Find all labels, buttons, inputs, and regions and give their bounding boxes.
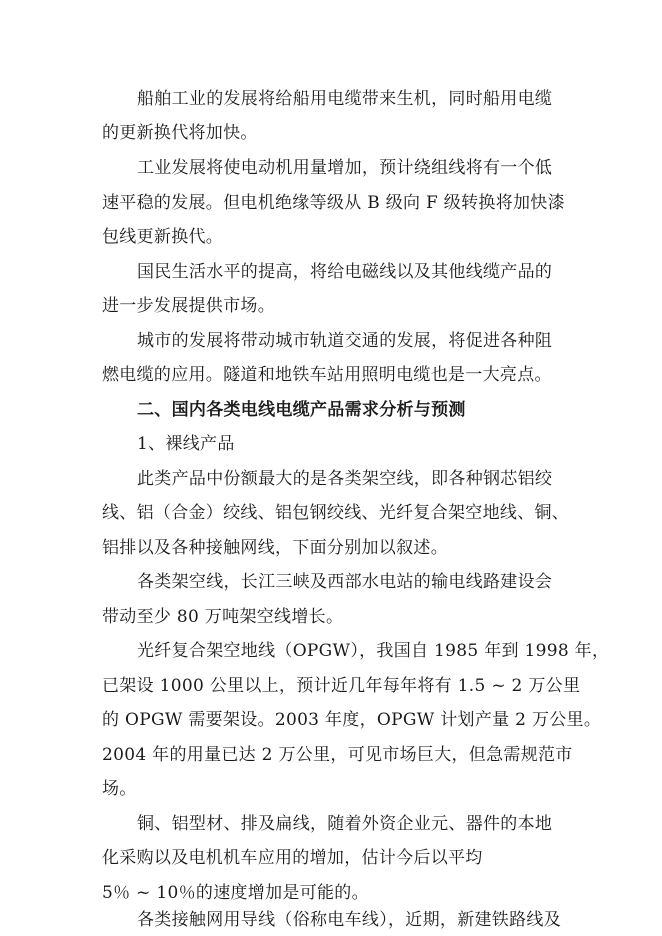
text-line: 包线更新换代。 [102, 227, 224, 247]
text-line: 带动至少 80 万吨架空线增长。 [102, 607, 344, 627]
subsection-heading: 1、裸线产品 [137, 434, 235, 454]
text-line: 国民生活水平的提高，将给电磁线以及其他线缆产品的 [137, 262, 553, 282]
text-line: 此类产品中份额最大的是各类架空线，即各种钢芯铝绞 [137, 469, 553, 489]
text-line: 线、铝（合金）绞线、铝包钢绞线、光纤复合架空地线、铜、 [102, 503, 570, 523]
text-line: 燃电缆的应用。隧道和地铁车站用照明电缆也是一大亮点。 [102, 365, 552, 385]
text-line: 的 OPGW 需要架设。2003 年度，OPGW 计划产量 2 万公里。 [102, 710, 602, 730]
text-line: 5％ ~ 10％的速度增加是可能的。 [102, 883, 369, 903]
section-heading: 二、国内各类电线电缆产品需求分析与预测 [137, 400, 466, 420]
text-line: 速平稳的发展。但电机绝缘等级从 B 级向 F 级转换将加快漆 [102, 193, 565, 213]
text-line: 进一步发展提供市场。 [102, 296, 275, 316]
text-line: 2004 年的用量已达 2 万公里，可见市场巨大，但急需规范市 [102, 745, 573, 765]
text-line: 工业发展将使电动机用量增加，预计绕组线将有一个低 [137, 158, 553, 178]
text-line: 铝排以及各种接触网线，下面分别加以叙述。 [102, 538, 448, 558]
text-line: 的更新换代将加快。 [102, 123, 258, 143]
text-line: 各类接触网用导线（俗称电车线），近期，新建铁路线及 [137, 910, 561, 930]
text-line: 化采购以及电机机车应用的增加，估计今后以平均 [102, 848, 483, 868]
text-line: 铜、铝型材、排及扁线，随着外资企业元、器件的本地 [137, 814, 553, 834]
text-line: 光纤复合架空地线（OPGW），我国自 1985 年到 1998 年， [137, 641, 610, 661]
text-line: 已架设 1000 公里以上，预计近几年每年将有 1.5 ~ 2 万公里 [102, 676, 581, 696]
text-line: 城市的发展将带动城市轨道交通的发展，将促进各种阻 [137, 331, 553, 351]
text-line: 场。 [102, 779, 137, 799]
text-line: 各类架空线，长江三峡及西部水电站的输电线路建设会 [137, 572, 553, 592]
text-line: 船舶工业的发展将给船用电缆带来生机，同时船用电缆 [137, 89, 553, 109]
